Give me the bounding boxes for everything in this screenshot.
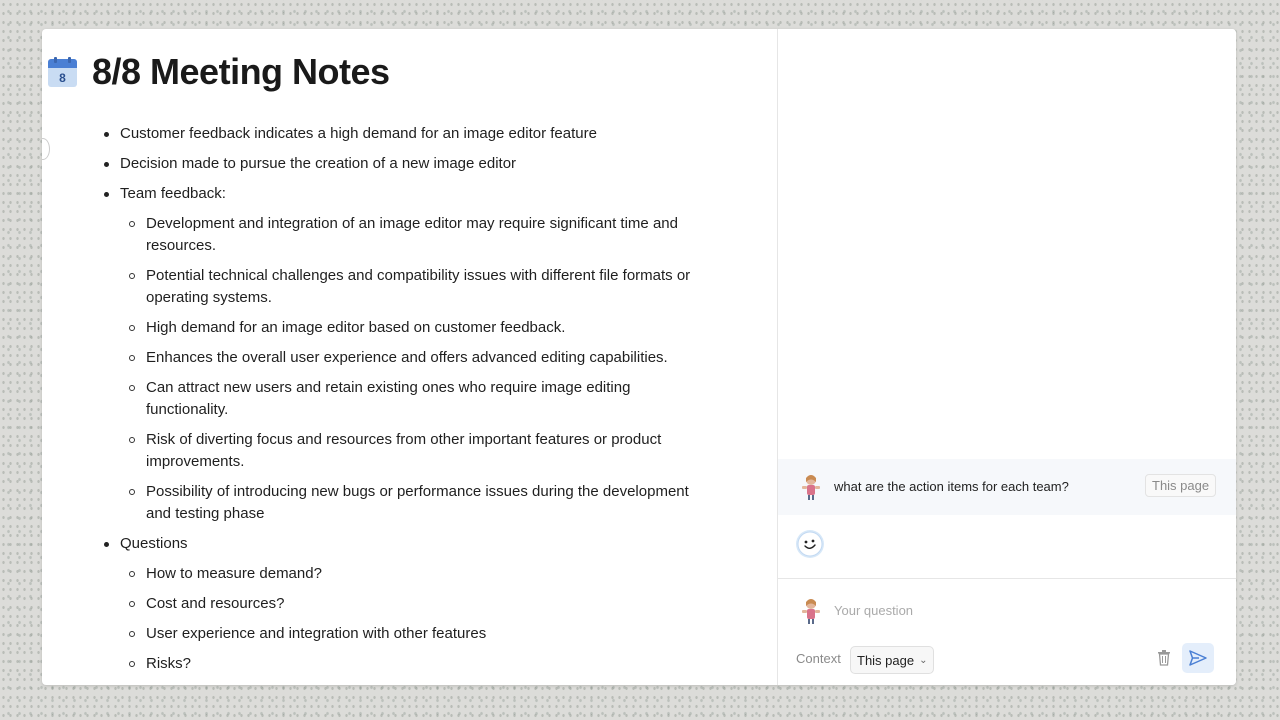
list-item[interactable]: Development and integration of an image editor may require significant time and resources. xyxy=(120,213,712,257)
notes-list xyxy=(102,123,712,683)
questions-list xyxy=(120,563,712,675)
user-avatar-icon xyxy=(798,597,824,625)
calendar-day: 8 xyxy=(59,70,66,85)
list-item[interactable]: Decision made to pursue the creation of a new image editor xyxy=(102,153,712,175)
list-item[interactable]: Cost and resources? xyxy=(120,593,712,615)
user-avatar-icon xyxy=(798,473,824,501)
list-item[interactable]: Possibility of introducing new bugs or performance issues during the development and testing phase xyxy=(120,481,712,525)
assistant-panel xyxy=(778,29,1236,685)
side-handle[interactable] xyxy=(42,138,50,160)
list-item[interactable]: High demand for an image editor based on customer feedback. xyxy=(120,317,712,339)
list-item[interactable]: Questions How to measure demand? Cost and resources? User experience and integration with other features Risks? xyxy=(102,533,712,675)
document-pane xyxy=(42,29,777,685)
list-item[interactable]: Customer feedback indicates a high demand for an image editor feature xyxy=(102,123,712,145)
team-feedback-list xyxy=(120,213,712,525)
list-item[interactable]: How to measure demand? xyxy=(120,563,712,585)
list-item[interactable]: Team feedback: Development and integration of an image editor may require significant time and resources. Potential technical challenges and compatibility issues with different file formats or operating systems. High demand for an image editor based on customer feedback. Enhances the overall user experience and offers advanced editing capabilities. Can attract new users and retain existing ones who require image editing functionality. Risk of diverting focus and resources from other important features or product improvements. Possibility of introducing new bugs or performance issues during the development and testing phase xyxy=(102,183,712,525)
list-item[interactable]: Potential technical challenges and compatibility issues with different file formats or operating systems. xyxy=(120,265,712,309)
assistant-face-icon xyxy=(796,530,824,558)
context-label: Context xyxy=(796,651,841,666)
trash-icon[interactable] xyxy=(1156,649,1172,667)
question-message xyxy=(778,459,1236,515)
panel-divider xyxy=(778,578,1236,579)
context-select[interactable] xyxy=(850,646,934,674)
list-item[interactable]: Risks? xyxy=(120,653,712,675)
question-input[interactable] xyxy=(834,603,1134,618)
list-item[interactable]: User experience and integration with other features xyxy=(120,623,712,645)
send-button[interactable] xyxy=(1182,643,1214,673)
list-item[interactable]: Can attract new users and retain existing ones who require image editing functionality. xyxy=(120,377,712,421)
question-text: what are the action items for each team? xyxy=(834,479,1069,494)
question-context-tag: This page xyxy=(1145,474,1216,497)
list-item[interactable]: Risk of diverting focus and resources from other important features or product improvements. xyxy=(120,429,712,473)
app-window xyxy=(42,29,1236,685)
calendar-icon xyxy=(47,57,78,88)
page-title[interactable]: 8/8 Meeting Notes xyxy=(92,51,390,92)
send-icon xyxy=(1189,650,1207,666)
list-item[interactable]: Enhances the overall user experience and offers advanced editing capabilities. xyxy=(120,347,712,369)
title-row xyxy=(47,51,390,93)
chevron-down-icon: ⌄ xyxy=(919,654,928,666)
context-select-value: This page xyxy=(857,652,915,668)
